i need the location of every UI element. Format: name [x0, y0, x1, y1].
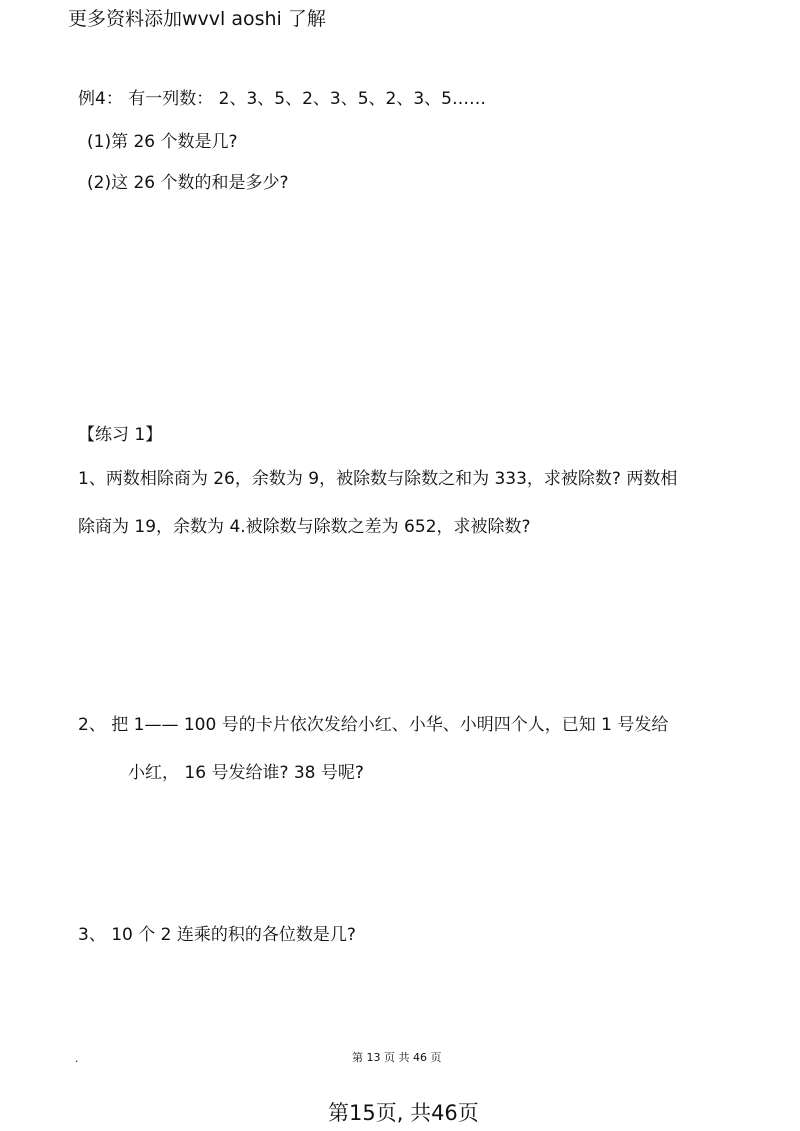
- practice-item-2-line-2: 小红， 16 号发给谁? 38 号呢?: [128, 763, 364, 783]
- example-4-question-1: (1)第 26 个数是几?: [87, 132, 238, 152]
- practice-item-1-line-1: 1、两数相除商为 26，余数为 9，被除数与除数之和为 333，求被除数? 两数相: [78, 469, 678, 489]
- footer-dot: .: [75, 1052, 79, 1065]
- practice-item-1-line-2: 除商为 19，余数为 4.被除数与除数之差为 652，求被除数?: [78, 517, 531, 537]
- footer-page-number: 第15页, 共46页: [328, 1101, 479, 1125]
- practice-item-2-line-1: 2、 把 1—— 100 号的卡片依次发给小红、小华、小明四个人，已知 1 号发给: [78, 715, 669, 735]
- example-4-title: 例4： 有一列数： 2、3、5、2、3、5、2、3、5……: [78, 89, 486, 109]
- watermark-header: 更多资料添加wvvl aoshi 了解: [68, 8, 326, 30]
- example-4-question-2: (2)这 26 个数的和是多少?: [87, 173, 289, 193]
- footer-page-info: 第 13 页 共 46 页: [352, 1051, 442, 1064]
- practice-1-heading: 【练习 1】: [78, 425, 163, 445]
- practice-item-3: 3、 10 个 2 连乘的积的各位数是几?: [78, 925, 356, 945]
